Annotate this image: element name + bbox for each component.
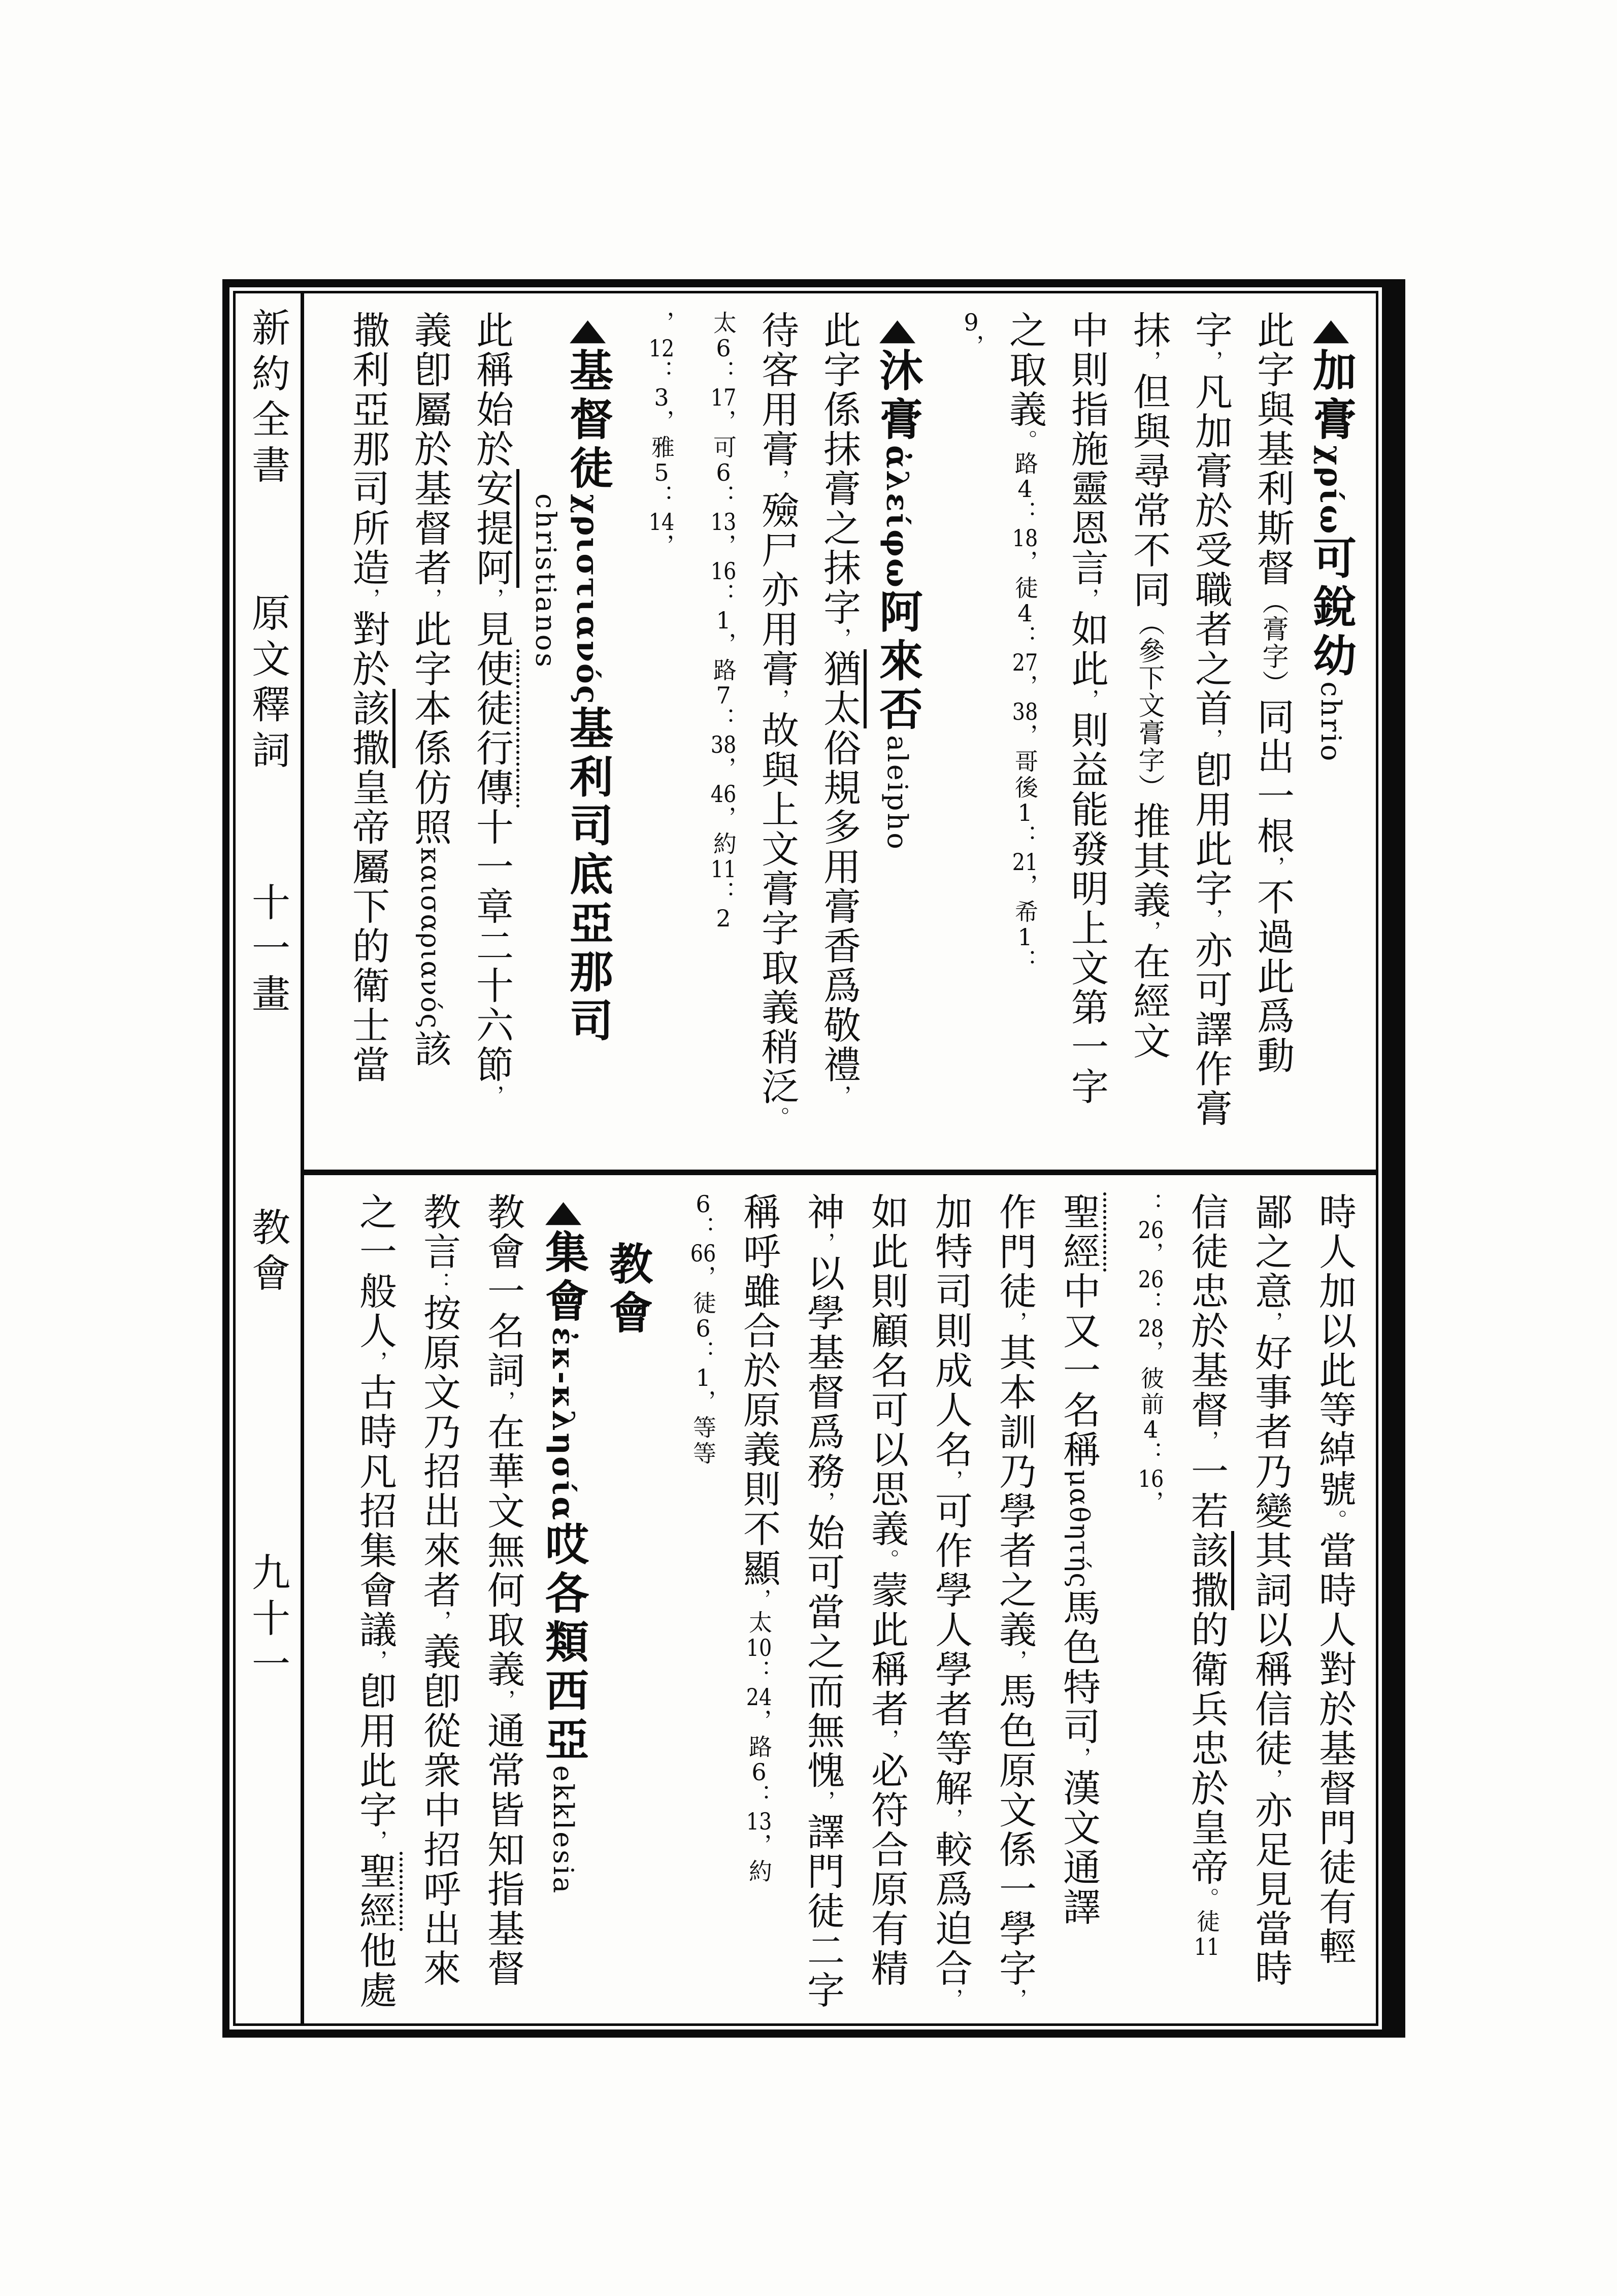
entry-christian-heading (514, 311, 616, 1161)
text-segment-h: 加膏 (1305, 348, 1357, 445)
entry-assembly-line-1 (461, 1192, 525, 2015)
text-segment-t: 他處 (353, 1931, 397, 2010)
text-line (755, 311, 799, 1161)
text-segment-t: 鄙之意，好事者乃變其詞以稱信徒，亦足見當時 (1249, 1192, 1293, 1988)
text-segment-t: 字，凡加膏於受職者之首，卽用此字，亦可譯作膏 (1189, 311, 1233, 1128)
text-line (535, 1192, 591, 2015)
text-segment-t: 十一章二十六節， (470, 807, 514, 1107)
text-segment-t: 此字與基利斯督 (1251, 311, 1295, 588)
entry-anoint-line-4 (1047, 311, 1109, 1161)
text-segment-t: 馬色特司，漢文通譯 (1057, 1588, 1101, 1927)
text-line (1065, 311, 1109, 1161)
text-line (929, 1192, 973, 2015)
text-segment-gs: μαθητής (1064, 1470, 1094, 1589)
entry-mugao-line-2 (737, 311, 799, 1161)
text-segment-a: ▲ (869, 311, 926, 347)
entry-disciple-line-6 (717, 1192, 781, 2015)
entry-disciple-line-3 (909, 1192, 973, 2015)
text-segment-h: 哎各類西亞 (538, 1521, 589, 1766)
text-segment-t: 抹，但與尋常不同 (1127, 311, 1171, 610)
text-line (408, 311, 452, 1161)
text-segment-p: （膏字） (1258, 588, 1288, 697)
entry-anoint-line-2 (1171, 311, 1233, 1161)
text-segment-t: 該撒 (1185, 1531, 1234, 1610)
entry-christian-line-3 (328, 311, 390, 1161)
text-segment-t: 稱呼雖合於原義則不顯， (737, 1192, 781, 1610)
book-subtitle: 原文釋詞 (245, 593, 291, 776)
text-segment-t: 教言：按原文乃招出來者，義卽從衆中招呼出來 (417, 1192, 461, 1988)
text-segment-r: 路4：18，徒4：27，38，哥後1：21，希1： (1011, 451, 1039, 975)
text-line (353, 1192, 397, 2015)
entry-mugao-refs-2 (613, 311, 675, 1161)
text-segment-t: 此稱始於 (470, 311, 514, 469)
text-segment-h: 沐膏 (872, 348, 923, 445)
text-segment-t: ，見 (470, 588, 514, 649)
text-segment-t: 該撒 (346, 689, 395, 768)
text-line (1184, 1192, 1229, 2015)
text-segment-r: 徒11 (1193, 1909, 1220, 1958)
text-segment-t: 如此則顧名可以思義。蒙此稱者，必符合原有精 (865, 1192, 909, 1988)
text-segment-h: 基督徒 (562, 348, 613, 494)
text-segment-t: 聖經 (353, 1852, 403, 1931)
page-number: 九十一 (245, 1552, 291, 1689)
section-word: 教會 (245, 1207, 291, 1299)
text-segment-l: aleipho (881, 735, 913, 851)
text-segment-t: 的衛兵忠於皇帝。 (1185, 1610, 1229, 1909)
text-line (481, 1192, 525, 2015)
text-segment-g: ἐκ-κλησία (545, 1327, 581, 1522)
text-segment-t: 同出一根，不過此爲動 (1251, 697, 1295, 1076)
text-segment-r: ，12：3，雅5：14， (648, 311, 675, 559)
text-segment-l: christianos (530, 493, 562, 669)
text-segment-t: 待客用膏，殮尸亦用膏，故與上文膏字取義稍泛。 (755, 311, 799, 1128)
entry-christian-line-5 (1229, 1192, 1293, 2015)
text-segment-p: （參下文膏字） (1134, 609, 1164, 802)
text-line (1057, 1192, 1101, 2015)
text-line (817, 311, 861, 1161)
text-segment-a: ▲ (535, 1193, 591, 1229)
text-segment-r: 太10：24，路6：13，約 (745, 1610, 773, 1885)
text-segment-h: 教會 (602, 1192, 653, 1339)
text-segment-t: 加特司則成人名，可作學人學者等解，較爲迫合， (929, 1192, 973, 2010)
entry-disciple-line-4 (845, 1192, 909, 2015)
text-segment-t: 聖經 (1057, 1192, 1106, 1272)
entry-anoint-line-1 (1233, 311, 1295, 1161)
text-segment-a: ▲ (559, 311, 616, 347)
text-line (737, 1192, 781, 2015)
text-segment-l: ekklesia (547, 1765, 579, 1895)
entry-disciple-line-1 (1037, 1192, 1101, 2015)
text-segment-t: 神，以學基督爲務，始可當之而無愧，譯門徒二字 (801, 1192, 845, 2010)
text-line (470, 311, 514, 1161)
text-segment-t: 作門徒，其本訓乃學者之義，馬色原文係一學字， (993, 1192, 1037, 2010)
text-line (993, 1192, 1037, 2015)
top-register (304, 293, 1376, 1170)
entry-mugao-heading (861, 311, 926, 1161)
entry-christian-line-1 (452, 311, 514, 1161)
entry-christian-line-6 (1165, 1192, 1229, 2015)
entry-assembly-line-2 (397, 1192, 461, 2015)
text-segment-t: 俗規多用膏香爲敬禮， (817, 728, 861, 1107)
text-line (1248, 1192, 1293, 2015)
text-line (1137, 1192, 1165, 2015)
text-segment-t: 安提阿 (470, 469, 519, 588)
entry-disciple-refs (653, 1192, 717, 2015)
radical-section: 十一畫 (245, 882, 291, 1019)
text-line (346, 311, 390, 1161)
text-segment-h: 可銳幼 (1305, 535, 1357, 682)
entry-anoint-line-3 (1109, 311, 1171, 1161)
text-segment-r: 6：66，徒6：1，等等 (689, 1192, 717, 1467)
text-line (865, 1192, 909, 2015)
entry-mugao-refs-1 (675, 311, 737, 1161)
text-segment-t: 該 (408, 1029, 452, 1069)
text-segment-t: 中則指施靈恩言，如此，則益能發明上文第一字 (1065, 311, 1109, 1107)
text-segment-t: 撒利亞那司所造，對於 (346, 311, 390, 689)
text-segment-l: chrio (1315, 681, 1347, 763)
text-segment-t: 猶太 (817, 649, 867, 728)
text-segment-h: 基利司底亞那司 (562, 705, 613, 1047)
text-segment-gs: καισαριανός (415, 847, 445, 1029)
text-line (559, 311, 616, 1161)
entry-christian-line-2 (390, 311, 452, 1161)
entry-disciple-line-2 (973, 1192, 1037, 2015)
entry-christian-line-4 (1293, 1192, 1357, 2015)
text-segment-a: ▲ (1303, 311, 1359, 347)
entry-anoint-refs-1 (985, 311, 1047, 1161)
entry-anoint-refs-2 (923, 311, 985, 1161)
text-segment-g: χρίω (1313, 445, 1348, 536)
text-segment-t: 中又一名稱 (1057, 1272, 1101, 1470)
text-segment-t: 時人加以此等綽號。當時人對於基督門徒有輕 (1313, 1192, 1357, 1967)
text-line (417, 1192, 461, 2015)
text-line (1127, 311, 1171, 1161)
text-line (710, 311, 737, 1161)
text-line (1312, 1192, 1357, 2015)
entry-assembly-line-3 (333, 1192, 397, 2015)
title-strip (236, 293, 304, 2023)
entry-mugao-line-1 (799, 311, 861, 1161)
page-border-frame (222, 279, 1405, 2038)
text-segment-r: ：26，26：28，彼前4：16， (1137, 1192, 1165, 1516)
page-border-inner-line (233, 291, 1378, 2026)
text-line (602, 1192, 653, 2015)
text-segment-t: 教會一名詞，在華文無何取義，通常皆知指基督 (481, 1192, 525, 1988)
text-segment-r: 太6：17，可6：13，16：1，路7：38，46，約11：2 (710, 311, 737, 930)
text-segment-t: 之取義。 (1003, 311, 1047, 451)
text-line (1189, 311, 1233, 1161)
text-line (689, 1192, 717, 2015)
text-segment-t: 皇帝屬下的衛士當 (346, 768, 390, 1085)
text-segment-g: ἀλείφω (879, 445, 915, 589)
text-line (958, 311, 985, 1161)
text-line (1250, 311, 1295, 1161)
text-segment-r: 9， (958, 311, 985, 360)
text-segment-t: 之一般人，古時凡招集會議，卽用此字， (353, 1192, 397, 1852)
register-divider-line (304, 1170, 1376, 1175)
text-line (648, 311, 675, 1161)
text-line (1003, 311, 1047, 1161)
entry-assembly-heading (525, 1192, 589, 2015)
bottom-register (304, 1175, 1376, 2023)
text-segment-t: 使徒行傳 (470, 649, 519, 808)
entry-christian-refs (1101, 1192, 1165, 2015)
text-segment-t: 此字係抹膏之抹字， (817, 311, 861, 649)
text-area (304, 293, 1376, 2023)
text-segment-t: 義卽屬於基督者，此字本係仿照 (408, 311, 452, 847)
text-segment-h: 集會 (538, 1229, 589, 1327)
text-segment-t: 推其義，在經文 (1127, 801, 1171, 1061)
entry-disciple-line-5 (781, 1192, 845, 2015)
section-church-heading (589, 1192, 653, 2015)
text-line (869, 311, 926, 1161)
text-line (801, 1192, 845, 2015)
book-title: 新約全書 (245, 308, 291, 490)
text-segment-t: 信徒忠於基督，一若 (1185, 1192, 1229, 1531)
text-segment-h: 阿來否 (872, 589, 923, 736)
entry-anoint-heading (1295, 311, 1357, 1161)
text-line (1305, 311, 1357, 1161)
text-segment-g: χριστιανός (570, 494, 605, 706)
